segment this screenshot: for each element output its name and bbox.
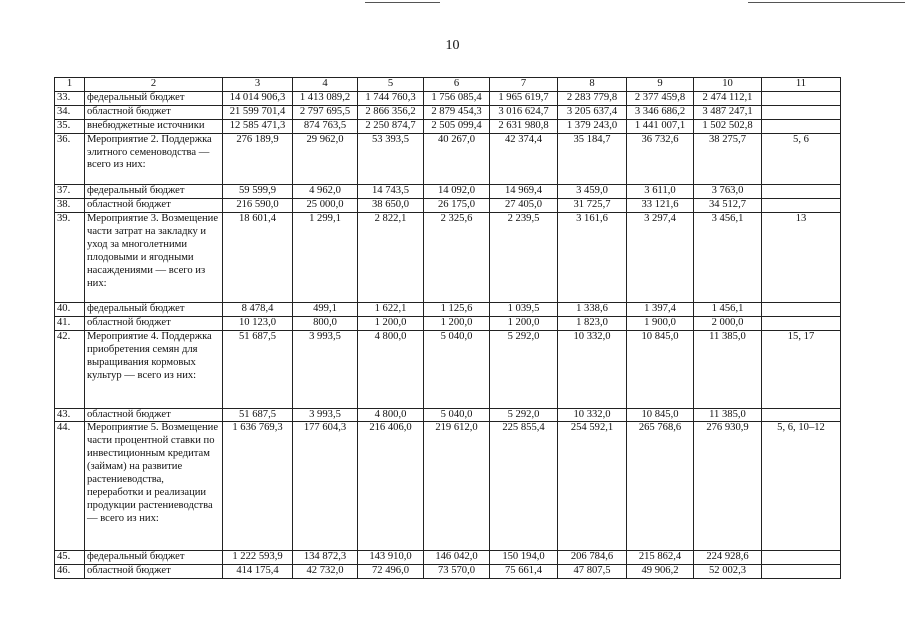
table-row <box>55 422 841 551</box>
value-cell: 3 346 686,2 <box>627 105 694 119</box>
value-cell: 5 292,0 <box>490 331 558 408</box>
value-cell: 14 969,4 <box>490 185 558 199</box>
value-cell: 5 292,0 <box>490 408 558 422</box>
value-cell: 18 601,4 <box>223 213 293 303</box>
value-cell: 5 040,0 <box>424 408 490 422</box>
row-reference <box>762 408 841 422</box>
row-reference <box>762 185 841 199</box>
value-cell: 2 283 779,8 <box>558 91 627 105</box>
value-cell: 49 906,2 <box>627 565 694 579</box>
row-reference: 13 <box>762 213 841 303</box>
row-number: 44. <box>55 422 85 551</box>
value-cell: 2 325,6 <box>424 213 490 303</box>
row-number: 43. <box>55 408 85 422</box>
table-row <box>55 565 841 579</box>
value-cell: 874 763,5 <box>293 119 358 133</box>
row-name: внебюджетные источники <box>85 119 223 133</box>
value-cell: 38 275,7 <box>694 133 762 185</box>
value-cell: 276 189,9 <box>223 133 293 185</box>
value-cell: 12 585 471,3 <box>223 119 293 133</box>
value-cell: 10 123,0 <box>223 317 293 331</box>
column-header-10: 10 <box>694 78 762 92</box>
value-cell: 47 807,5 <box>558 565 627 579</box>
column-header-8: 8 <box>558 78 627 92</box>
row-name: федеральный бюджет <box>85 303 223 317</box>
value-cell: 53 393,5 <box>358 133 424 185</box>
value-cell: 143 910,0 <box>358 551 424 565</box>
row-reference <box>762 119 841 133</box>
column-header-9: 9 <box>627 78 694 92</box>
row-number: 34. <box>55 105 85 119</box>
row-number: 40. <box>55 303 85 317</box>
value-cell: 52 002,3 <box>694 565 762 579</box>
value-cell: 1 756 085,4 <box>424 91 490 105</box>
value-cell: 499,1 <box>293 303 358 317</box>
table-row <box>55 551 841 565</box>
value-cell: 3 611,0 <box>627 185 694 199</box>
table-row <box>55 408 841 422</box>
value-cell: 1 039,5 <box>490 303 558 317</box>
row-number: 35. <box>55 119 85 133</box>
value-cell: 4 962,0 <box>293 185 358 199</box>
value-cell: 216 406,0 <box>358 422 424 551</box>
column-header-4: 4 <box>293 78 358 92</box>
value-cell: 29 962,0 <box>293 133 358 185</box>
row-reference <box>762 551 841 565</box>
value-cell: 1 200,0 <box>424 317 490 331</box>
value-cell: 1 823,0 <box>558 317 627 331</box>
value-cell: 1 456,1 <box>694 303 762 317</box>
value-cell: 2 000,0 <box>694 317 762 331</box>
row-reference <box>762 317 841 331</box>
value-cell: 2 239,5 <box>490 213 558 303</box>
value-cell: 1 379 243,0 <box>558 119 627 133</box>
row-name: областной бюджет <box>85 105 223 119</box>
table-row <box>55 133 841 185</box>
page-number: 10 <box>445 38 460 53</box>
value-cell: 3 993,5 <box>293 408 358 422</box>
value-cell: 3 297,4 <box>627 213 694 303</box>
row-name: областной бюджет <box>85 199 223 213</box>
value-cell: 215 862,4 <box>627 551 694 565</box>
column-header-2: 2 <box>85 78 223 92</box>
row-name: Мероприятие 5. Возмещение части процентной ставки по инвестиционным кредитам (займам) на развитие растениеводства, переработки и реализации продукции растениеводства — всего из них: <box>85 422 223 551</box>
value-cell: 150 194,0 <box>490 551 558 565</box>
value-cell: 3 016 624,7 <box>490 105 558 119</box>
value-cell: 224 928,6 <box>694 551 762 565</box>
row-name: федеральный бюджет <box>85 185 223 199</box>
row-name: областной бюджет <box>85 317 223 331</box>
row-reference: 5, 6, 10–12 <box>762 422 841 551</box>
value-cell: 11 385,0 <box>694 331 762 408</box>
value-cell: 51 687,5 <box>223 408 293 422</box>
value-cell: 414 175,4 <box>223 565 293 579</box>
table-row <box>55 199 841 213</box>
value-cell: 14 743,5 <box>358 185 424 199</box>
row-number: 39. <box>55 213 85 303</box>
value-cell: 2 631 980,8 <box>490 119 558 133</box>
value-cell: 1 965 619,7 <box>490 91 558 105</box>
value-cell: 3 459,0 <box>558 185 627 199</box>
value-cell: 206 784,6 <box>558 551 627 565</box>
value-cell: 8 478,4 <box>223 303 293 317</box>
value-cell: 3 205 637,4 <box>558 105 627 119</box>
value-cell: 3 487 247,1 <box>694 105 762 119</box>
row-number: 36. <box>55 133 85 185</box>
row-name: областной бюджет <box>85 565 223 579</box>
value-cell: 2 822,1 <box>358 213 424 303</box>
value-cell: 2 797 695,5 <box>293 105 358 119</box>
value-cell: 3 456,1 <box>694 213 762 303</box>
table-row <box>55 303 841 317</box>
value-cell: 216 590,0 <box>223 199 293 213</box>
row-name: федеральный бюджет <box>85 91 223 105</box>
row-number: 46. <box>55 565 85 579</box>
table-header-row <box>55 78 841 92</box>
row-reference <box>762 565 841 579</box>
value-cell: 72 496,0 <box>358 565 424 579</box>
value-cell: 1 125,6 <box>424 303 490 317</box>
value-cell: 2 879 454,3 <box>424 105 490 119</box>
value-cell: 1 622,1 <box>358 303 424 317</box>
value-cell: 1 502 502,8 <box>694 119 762 133</box>
value-cell: 1 200,0 <box>490 317 558 331</box>
value-cell: 2 505 099,4 <box>424 119 490 133</box>
budget-table <box>54 77 841 579</box>
value-cell: 42 374,4 <box>490 133 558 185</box>
value-cell: 14 014 906,3 <box>223 91 293 105</box>
value-cell: 21 599 701,4 <box>223 105 293 119</box>
value-cell: 35 184,7 <box>558 133 627 185</box>
row-name: федеральный бюджет <box>85 551 223 565</box>
value-cell: 25 000,0 <box>293 199 358 213</box>
row-number: 45. <box>55 551 85 565</box>
column-header-7: 7 <box>490 78 558 92</box>
value-cell: 10 845,0 <box>627 331 694 408</box>
value-cell: 4 800,0 <box>358 331 424 408</box>
value-cell: 10 332,0 <box>558 408 627 422</box>
value-cell: 5 040,0 <box>424 331 490 408</box>
value-cell: 38 650,0 <box>358 199 424 213</box>
row-reference <box>762 199 841 213</box>
row-name: Мероприятие 3. Возмещение части затрат на закладку и уход за многолетними плодовыми и ягодными насаждениями — всего из них: <box>85 213 223 303</box>
value-cell: 177 604,3 <box>293 422 358 551</box>
value-cell: 31 725,7 <box>558 199 627 213</box>
value-cell: 59 599,9 <box>223 185 293 199</box>
table-row <box>55 185 841 199</box>
value-cell: 1 299,1 <box>293 213 358 303</box>
value-cell: 14 092,0 <box>424 185 490 199</box>
table-row <box>55 105 841 119</box>
value-cell: 3 763,0 <box>694 185 762 199</box>
value-cell: 26 175,0 <box>424 199 490 213</box>
value-cell: 146 042,0 <box>424 551 490 565</box>
value-cell: 800,0 <box>293 317 358 331</box>
value-cell: 75 661,4 <box>490 565 558 579</box>
row-reference <box>762 105 841 119</box>
top-rule-right <box>748 2 905 3</box>
value-cell: 33 121,6 <box>627 199 694 213</box>
value-cell: 1 900,0 <box>627 317 694 331</box>
value-cell: 42 732,0 <box>293 565 358 579</box>
value-cell: 265 768,6 <box>627 422 694 551</box>
row-reference <box>762 91 841 105</box>
value-cell: 219 612,0 <box>424 422 490 551</box>
value-cell: 276 930,9 <box>694 422 762 551</box>
row-name: Мероприятие 4. Поддержка приобретения семян для выращивания кормовых культур — всего из них: <box>85 331 223 408</box>
column-header-3: 3 <box>223 78 293 92</box>
value-cell: 1 397,4 <box>627 303 694 317</box>
value-cell: 225 855,4 <box>490 422 558 551</box>
value-cell: 2 866 356,2 <box>358 105 424 119</box>
value-cell: 1 338,6 <box>558 303 627 317</box>
column-header-11: 11 <box>762 78 841 92</box>
row-reference <box>762 303 841 317</box>
table-row <box>55 91 841 105</box>
value-cell: 2 250 874,7 <box>358 119 424 133</box>
value-cell: 2 474 112,1 <box>694 91 762 105</box>
value-cell: 10 332,0 <box>558 331 627 408</box>
row-number: 37. <box>55 185 85 199</box>
column-header-5: 5 <box>358 78 424 92</box>
row-name: областной бюджет <box>85 408 223 422</box>
value-cell: 3 993,5 <box>293 331 358 408</box>
table-row <box>55 213 841 303</box>
value-cell: 1 441 007,1 <box>627 119 694 133</box>
row-number: 33. <box>55 91 85 105</box>
value-cell: 4 800,0 <box>358 408 424 422</box>
value-cell: 40 267,0 <box>424 133 490 185</box>
value-cell: 3 161,6 <box>558 213 627 303</box>
value-cell: 254 592,1 <box>558 422 627 551</box>
top-rule-left <box>365 2 440 3</box>
row-number: 41. <box>55 317 85 331</box>
value-cell: 1 200,0 <box>358 317 424 331</box>
value-cell: 51 687,5 <box>223 331 293 408</box>
value-cell: 73 570,0 <box>424 565 490 579</box>
value-cell: 134 872,3 <box>293 551 358 565</box>
value-cell: 27 405,0 <box>490 199 558 213</box>
row-reference: 5, 6 <box>762 133 841 185</box>
row-name: Мероприятие 2. Поддержка элитного семеноводства — всего из них: <box>85 133 223 185</box>
row-number: 38. <box>55 199 85 213</box>
row-reference: 15, 17 <box>762 331 841 408</box>
value-cell: 34 512,7 <box>694 199 762 213</box>
value-cell: 1 222 593,9 <box>223 551 293 565</box>
column-header-6: 6 <box>424 78 490 92</box>
value-cell: 10 845,0 <box>627 408 694 422</box>
row-number: 42. <box>55 331 85 408</box>
value-cell: 11 385,0 <box>694 408 762 422</box>
value-cell: 36 732,6 <box>627 133 694 185</box>
table-row <box>55 119 841 133</box>
value-cell: 1 636 769,3 <box>223 422 293 551</box>
value-cell: 1 413 089,2 <box>293 91 358 105</box>
value-cell: 1 744 760,3 <box>358 91 424 105</box>
value-cell: 2 377 459,8 <box>627 91 694 105</box>
column-header-1: 1 <box>55 78 85 92</box>
table-row <box>55 317 841 331</box>
table-row <box>55 331 841 408</box>
